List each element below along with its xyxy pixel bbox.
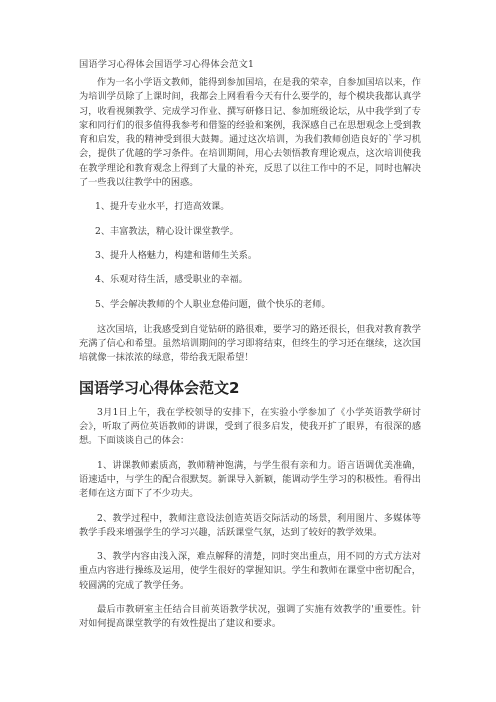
document-body xyxy=(79,58,421,632)
point-paragraph: 1、讲课教师素质高，教师精神饱满，与学生很有亲和力。语言语调优美准确，语速适中，与学生的配合很默契。新课导入新颖，能调动学生学习的积极性。看得出老师在这方面下了不少功夫。 xyxy=(79,459,421,500)
conclusion-paragraph: 这次国培，让我感受到自觉钻研的路很难，要学习的路还很长，但我对教育教学充满了信心和希望。虽然培训期间的学习即将结束，但终生的学习还在继续，这次国培就像一抹浓浓的绿意，带给我无限希望！ xyxy=(79,323,421,364)
list-item: 5、学会解决教师的个人职业怠倦问题，做个快乐的老师。 xyxy=(95,298,331,310)
key-points-list xyxy=(79,200,421,311)
intro-paragraph: 作为一名小学语文教师，能得到参加国培，在是我的荣幸，自参加国培以来，作为培训学员除了上课时间，我都会上网看看今天有什么要学的，每个模块我都认真学习，收看视频教学、完成学习作业、撰写研修日记、参加班级论坛，从中我学到了专家和同行们的很多值得我参考和借鉴的经验和案例，我深感自己在思想观念上受到教育和启发，我的精神受到很大鼓舞。通过这次培训，为我们教师创造良好的`学习机会，提供了优越的学习条件。在培训期间，用心去领悟教育理论观点，这次培训使我在教学理论和教育观念上得到了大量的补充，反思了以往工作中的不足，同时也解决了一些我以往教学中的困惑。 xyxy=(79,77,421,189)
list-item: 2、丰富教法，精心设计课堂教学。 xyxy=(95,225,239,237)
list-item: 3、提升人格魅力，构建和谐师生关系。 xyxy=(95,249,258,261)
point-paragraph: 2、教学过程中，教师注意设法创造英语交际活动的场景，利用图片、多媒体等教学手段来增强学生的学习兴趣，活跃课堂气氛，达到了较好的教学效果。 xyxy=(79,512,421,538)
point-paragraph: 3、教学内容由浅入深，难点解释的清楚，同时突出重点，用不同的方式方法对重点内容进行操练及运用，使学生很好的掌握知识。学生和教师在课堂中密切配合，较圆满的完成了教学任务。 xyxy=(79,551,421,591)
list-item: 1、提升专业水平，打造高效课。 xyxy=(95,201,230,213)
section2-intro-paragraph: 3月1日上午，我在学校领导的安排下，在实验小学参加了《小学英语教学研讨会》，听取了两位英语教师的讲课，受到了很多启发，使我开扩了眼界，有很深的感想。下面谈谈自己的体会： xyxy=(79,406,421,447)
document-title: 国语学习心得体会国语学习心得体会范文1 xyxy=(79,59,255,70)
list-item: 4、乐观对待生活，感受职业的幸福。 xyxy=(95,274,248,286)
section-heading: 国语学习心得体会范文2 xyxy=(79,378,240,397)
closing-paragraph: 最后市教研室主任结合目前英语教学状况，强调了实施有效教学的'重要性。针对如何提高课堂教学的有效性提出了建议和要求。 xyxy=(79,604,421,630)
